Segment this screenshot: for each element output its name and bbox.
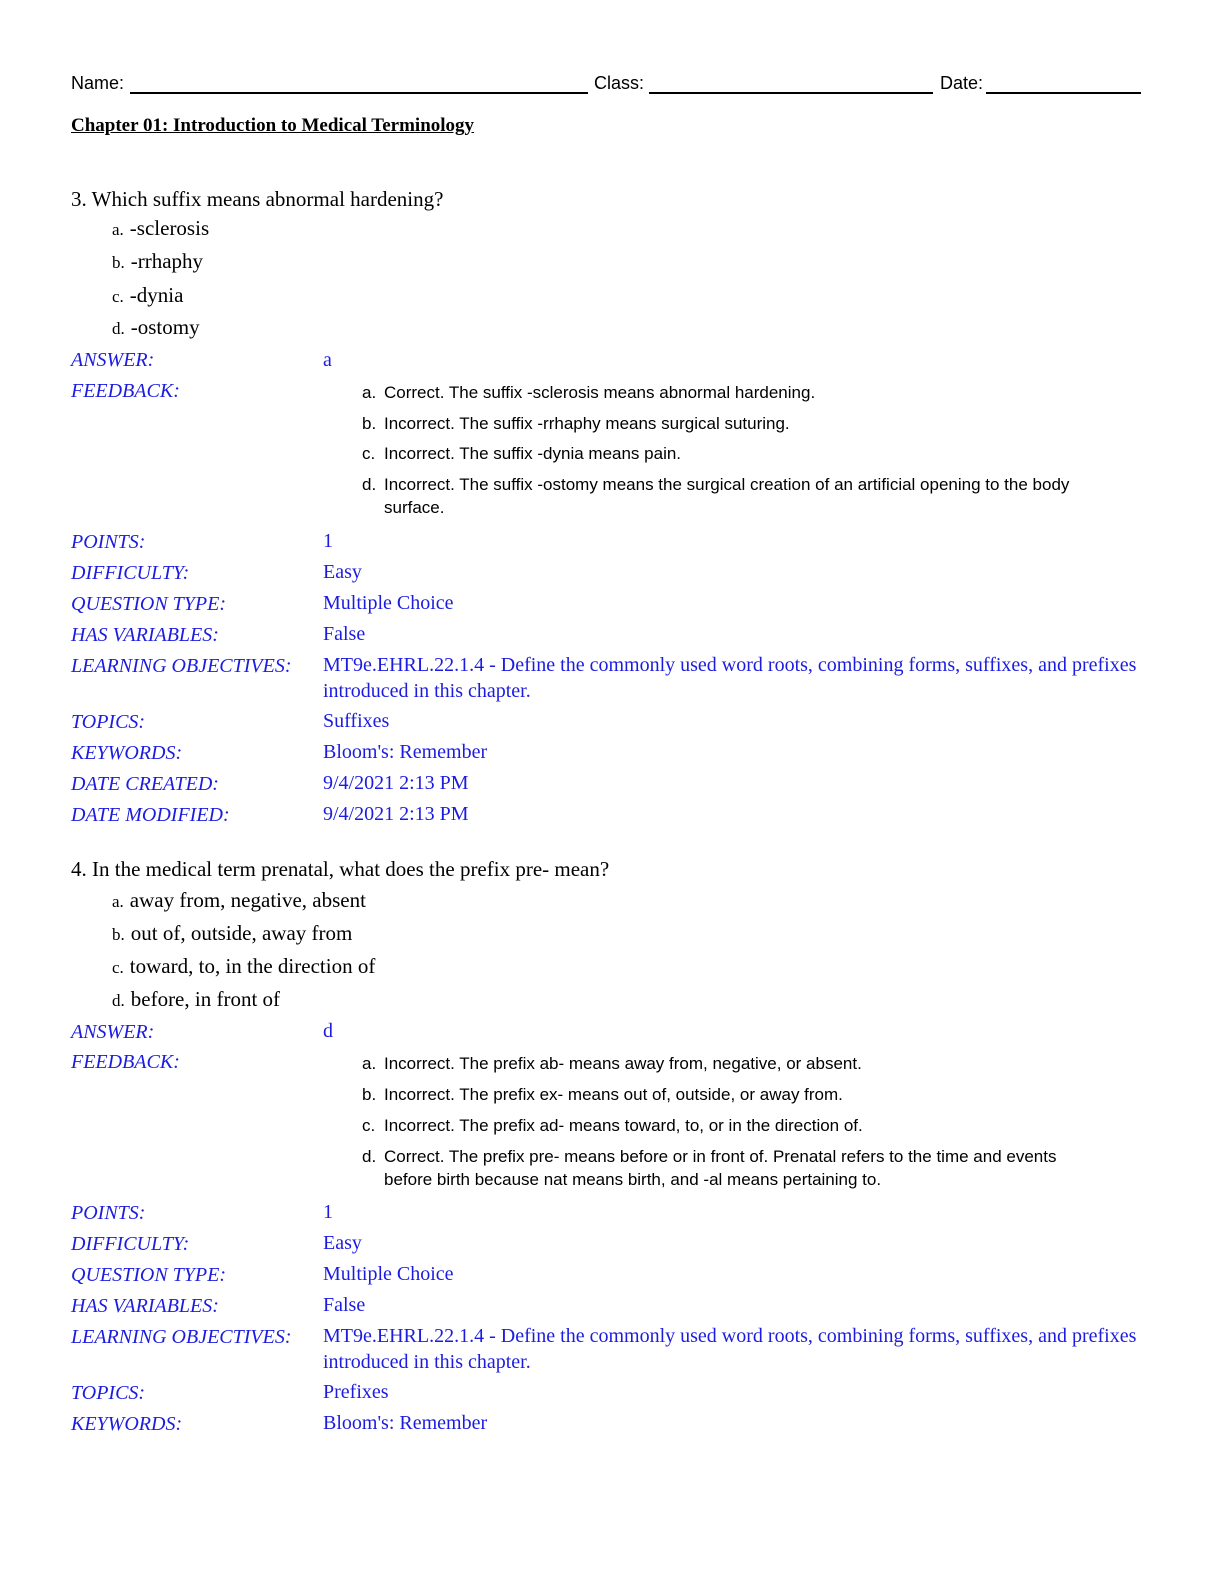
question-text: 3. Which suffix means abnormal hardening? — [71, 187, 444, 211]
keywords-label: KEYWORDS: — [71, 742, 183, 764]
option-letter: d. — [112, 991, 125, 1010]
difficulty-label: DIFFICULTY: — [71, 1233, 190, 1255]
option-text: toward, to, in the direction of — [129, 954, 376, 978]
answer-option — [112, 215, 209, 243]
name-field[interactable] — [130, 92, 588, 94]
feedback-text: Incorrect. The prefix ad- means toward, to, or in the direction of. — [384, 1116, 863, 1135]
feedback-letter: a. — [362, 383, 377, 402]
feedback-text: Incorrect. The suffix -dynia means pain. — [384, 444, 682, 463]
learning-objectives-label: LEARNING OBJECTIVES: — [71, 655, 292, 677]
difficulty-label: DIFFICULTY: — [71, 562, 190, 584]
learning-objectives-label: LEARNING OBJECTIVES: — [71, 1326, 292, 1348]
keywords-label: KEYWORDS: — [71, 1413, 183, 1435]
option-text: -ostomy — [130, 315, 200, 339]
points-value: 1 — [323, 530, 333, 552]
topics-value: Prefixes — [323, 1381, 389, 1403]
option-text: out of, outside, away from — [130, 921, 353, 945]
feedback-item — [362, 1114, 1102, 1137]
date-created-value: 9/4/2021 2:13 PM — [323, 772, 469, 794]
answer-option — [112, 986, 280, 1014]
keywords-value: Bloom's: Remember — [323, 1412, 488, 1434]
feedback-letter: c. — [362, 444, 376, 463]
option-text: -rrhaphy — [130, 249, 204, 273]
date-label: Date: — [940, 73, 984, 93]
points-label: POINTS: — [71, 1202, 146, 1224]
has-variables-label: HAS VARIABLES: — [71, 624, 219, 646]
date-modified-label: DATE MODIFIED: — [71, 804, 230, 826]
feedback-letter: d. — [362, 475, 377, 494]
has-variables-value: False — [323, 623, 366, 645]
class-field[interactable] — [649, 92, 933, 94]
feedback-item — [362, 1145, 1102, 1191]
answer-option — [112, 920, 352, 948]
date-created-label: DATE CREATED: — [71, 773, 219, 795]
feedback-letter: b. — [362, 414, 377, 433]
feedback-text: Correct. The prefix pre- means before or in front of. Prenatal refers to the time and events before birth because nat means birth, and -al means pertaining to. — [384, 1147, 1057, 1189]
option-text: away from, negative, absent — [129, 888, 366, 912]
answer-value: a — [323, 349, 332, 371]
option-text: -sclerosis — [129, 216, 210, 240]
student-info-header — [0, 72, 1224, 98]
feedback-text: Correct. The suffix -sclerosis means abnormal hardening. — [384, 383, 816, 402]
question-type-label: QUESTION TYPE: — [71, 593, 227, 615]
feedback-letter: b. — [362, 1085, 377, 1104]
class-label: Class: — [594, 73, 645, 93]
answer-option — [112, 314, 200, 342]
name-label: Name: — [71, 73, 125, 93]
option-letter: a. — [112, 892, 124, 911]
feedback-label: FEEDBACK: — [71, 1051, 180, 1073]
option-letter: c. — [112, 287, 124, 306]
feedback-letter: c. — [362, 1116, 376, 1135]
option-text: before, in front of — [130, 987, 281, 1011]
feedback-item — [362, 412, 1102, 435]
topics-label: TOPICS: — [71, 1382, 146, 1404]
feedback-text: Incorrect. The prefix ex- means out of, outside, or away from. — [384, 1085, 843, 1104]
date-field[interactable] — [986, 92, 1141, 94]
feedback-text: Incorrect. The prefix ab- means away from, negative, or absent. — [384, 1054, 862, 1073]
question-text: 4. In the medical term prenatal, what does the prefix pre- mean? — [71, 857, 610, 881]
answer-option — [112, 887, 366, 915]
difficulty-value: Easy — [323, 561, 362, 583]
option-letter: a. — [112, 220, 124, 239]
feedback-letter: d. — [362, 1147, 377, 1166]
topics-label: TOPICS: — [71, 711, 146, 733]
feedback-item — [362, 381, 1102, 404]
answer-option — [112, 282, 183, 310]
feedback-item — [362, 473, 1102, 519]
option-text: -dynia — [129, 283, 184, 307]
topics-value: Suffixes — [323, 710, 390, 732]
answer-label: ANSWER: — [71, 1021, 155, 1043]
option-letter: b. — [112, 925, 125, 944]
feedback-label: FEEDBACK: — [71, 380, 180, 402]
has-variables-label: HAS VARIABLES: — [71, 1295, 219, 1317]
points-value: 1 — [323, 1201, 333, 1223]
question-type-label: QUESTION TYPE: — [71, 1264, 227, 1286]
question-type-value: Multiple Choice — [323, 1263, 454, 1285]
chapter-title: Chapter 01: Introduction to Medical Terminology — [71, 115, 475, 136]
feedback-letter: a. — [362, 1054, 377, 1073]
date-modified-value: 9/4/2021 2:13 PM — [323, 803, 469, 825]
answer-option — [112, 953, 375, 981]
question-type-value: Multiple Choice — [323, 592, 454, 614]
learning-objectives-value: MT9e.EHRL.22.1.4 - Define the commonly used word roots, combining forms, suffixes, and prefixes introduced in this chapter. — [323, 1325, 1137, 1373]
answer-value: d — [323, 1020, 333, 1042]
feedback-item — [362, 442, 1102, 465]
feedback-item — [362, 1083, 1102, 1106]
learning-objectives-value: MT9e.EHRL.22.1.4 - Define the commonly used word roots, combining forms, suffixes, and prefixes introduced in this chapter. — [323, 654, 1137, 702]
option-letter: b. — [112, 253, 125, 272]
difficulty-value: Easy — [323, 1232, 362, 1254]
has-variables-value: False — [323, 1294, 366, 1316]
answer-option — [112, 248, 203, 276]
answer-label: ANSWER: — [71, 349, 155, 371]
option-letter: c. — [112, 958, 124, 977]
points-label: POINTS: — [71, 531, 146, 553]
feedback-item — [362, 1052, 1102, 1075]
keywords-value: Bloom's: Remember — [323, 741, 488, 763]
feedback-text: Incorrect. The suffix -ostomy means the surgical creation of an artificial opening to the body surface. — [384, 475, 1070, 517]
feedback-text: Incorrect. The suffix -rrhaphy means surgical suturing. — [384, 414, 790, 433]
option-letter: d. — [112, 319, 125, 338]
